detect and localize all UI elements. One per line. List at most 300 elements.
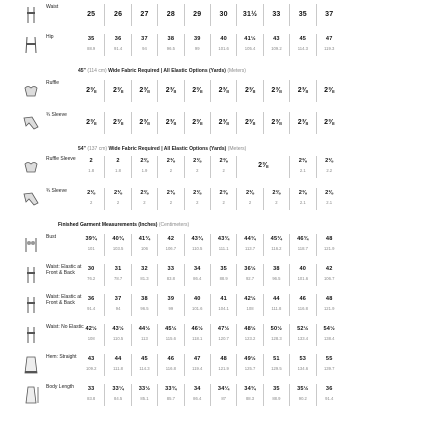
row-label: ¾ Sleeve [46,112,67,118]
metric-value: 2.1 [326,200,333,205]
inch-value: 2⅜ [245,190,255,196]
ruffle-icon [20,80,42,102]
metric-value: 121.9 [218,366,229,371]
metric-value: 2 [169,200,173,205]
metric-value: 92.7 [245,276,255,281]
inch-value: 25 [87,11,96,18]
inch-value: 51 [273,356,280,362]
metric-value: 109.2 [85,366,97,371]
inch-value: 33¾ [165,386,177,392]
metric-value: 106.7 [165,246,177,251]
inch-value: 2⅜ [192,119,203,126]
meters-note: (Meters) [227,68,246,74]
inch-value: 29 [193,11,202,18]
inch-value: 34¼ [217,386,230,392]
inch-value: 31 [114,266,122,272]
metric-value: 91.4 [87,306,96,311]
inch-value: 30 [87,266,95,272]
fabric-requirement-title [78,68,246,74]
metric-value: 86.4 [193,276,202,281]
inch-value: 43 [273,36,280,42]
inch-value: 2⅜ [271,119,282,126]
metric-value: 2 [222,200,225,205]
value-cell [131,294,157,316]
value-cell [263,354,289,376]
value-cell [131,156,157,178]
inch-value: 2⅜ [298,158,307,164]
metric-value: 2 [196,168,199,173]
value-cell [210,324,236,346]
metric-value: 88.3 [245,396,255,401]
inch-value: 46½ [191,326,203,332]
value-cells [78,384,342,406]
value-cell [131,4,157,26]
finished-measurements-title [58,222,189,228]
inch-value: 2⅜ [86,87,97,94]
value-cell [236,112,262,134]
inch-value: 2⅜ [325,190,334,196]
inch-value: 41½ [244,36,256,42]
metric-value: 128.3 [271,336,282,341]
inch-value: 44 [114,356,122,362]
metric-value: 86.4 [193,396,202,401]
waist-icon [20,4,42,26]
value-cell [316,324,342,346]
value-cell [263,188,289,210]
value-cell [157,112,183,134]
metric-value: 116.8 [165,366,176,371]
inch-value: 2⅜ [165,87,176,94]
inch-value: 2⅜ [193,190,202,196]
value-cell [236,234,262,256]
row-waist-no-elastic [20,324,420,346]
inch-value: 39 [167,296,175,302]
metric-value: 2 [143,200,146,205]
value-cell [289,188,315,210]
inch-value: 2⅜ [219,158,228,164]
value-cell [104,188,130,210]
inch-value: 39 [193,36,201,42]
value-cells [78,156,342,178]
inch-value: 41 [220,296,227,302]
value-cell [104,112,130,134]
value-cell [316,4,342,26]
metric-value: 111.8 [113,366,124,371]
metric-value: 83.8 [87,396,96,401]
metric-value: 87 [221,396,226,401]
row-waist-elastic-b [20,294,420,316]
value-cell [263,384,289,406]
metric-value: 2.2 [326,168,333,173]
inch-value: 2⅜ [297,119,308,126]
value-cell [78,234,104,256]
metric-value: 96.5 [272,276,281,281]
inch-value: 28 [166,11,175,18]
value-cell [157,156,183,178]
inch-value: 42 [325,266,333,272]
value-cells [78,294,342,316]
value-cell [263,234,289,256]
inch-value: 2⅜ [244,87,256,94]
value-cell [184,384,210,406]
inch-value: 34 [193,266,201,272]
value-cell [316,264,342,286]
inch-value: 44½ [138,326,151,332]
value-cell [131,112,157,134]
value-cell [104,80,130,102]
value-cell [184,264,210,286]
value-cell [210,4,236,26]
inch-value: 2⅜ [219,190,228,196]
value-cell [316,156,342,178]
metric-value: 116.8 [297,306,308,311]
value-cell [104,156,130,178]
value-cell [184,80,210,102]
inch-value: 46¾ [297,236,309,242]
value-cells [78,234,342,256]
inch-value: 42 [167,236,175,242]
inch-value: 33½ [138,386,151,392]
metric-value: 1.9 [141,168,148,173]
value-cell [131,354,157,376]
value-cell [236,188,262,210]
row-label: Waist: Elastic at Front & Back [46,264,82,276]
inch-value: 44¾ [244,236,256,242]
inch-value: 2 [116,158,120,164]
inch-value: 2⅜ [113,119,124,126]
row-label: Body Length [46,384,75,390]
sleeve-icon [20,112,42,134]
value-cell [210,294,236,316]
value-cell [236,80,262,102]
value-cell [104,234,130,256]
value-cell [316,384,342,406]
metric-value: 88.9 [87,46,96,51]
value-cell [104,324,130,346]
metric-value: 78.7 [114,276,123,281]
metric-value: 111.1 [218,246,229,251]
value-cell [184,294,210,316]
row-label: Waist [46,4,59,10]
inch-value: 48½ [244,326,256,332]
value-cells [78,112,342,134]
centimeters-note: (Centimeters) [157,222,190,228]
inch-value: 2⅜ [166,158,175,164]
metric-value: 2 [169,168,173,173]
inch-value: 40 [299,266,307,272]
inch-value: 2⅜ [113,190,123,196]
value-cell [157,4,183,26]
inch-value: 48 [325,236,333,242]
row-ruffle-54 [20,156,420,178]
metric-value: 94 [115,306,121,311]
value-cell [210,112,236,134]
metric-value: 88.9 [219,276,228,281]
metric-value: 110.5 [113,336,124,341]
fabric-requirement-title [78,146,246,152]
value-cell [210,384,236,406]
fabric-width: 45" [78,68,86,74]
value-cell [210,354,236,376]
value-cell [316,80,342,102]
row-bust [20,234,420,256]
metric-value: 103.5 [112,246,124,251]
inch-value: 48 [325,296,333,302]
fabric-title-text: Wide Fabric Required | All Elastic Options (Yards) [108,146,227,152]
value-cell [78,34,104,56]
inch-value: 2⅜ [87,190,96,196]
fabric-width-cm: (137 cm) [85,146,109,152]
inch-value: 31½ [242,11,258,18]
inch-value: 2⅜ [297,87,308,94]
value-cell [157,234,183,256]
inch-value: 40 [193,296,201,302]
inch-value: 46 [299,296,307,302]
inch-value: 48 [220,356,227,362]
value-cell [263,264,289,286]
inch-value: 35 [220,266,227,272]
metric-value: 2.1 [299,200,306,205]
inch-value: 2⅜ [244,119,256,126]
value-cell [236,34,262,56]
inch-value: 35 [87,36,95,42]
value-cells [78,188,342,210]
inch-value: 38 [273,266,280,272]
inch-value: 36 [87,296,95,302]
inch-value: 2⅜ [272,190,281,196]
inch-value: 33 [272,11,281,18]
metric-value: 2 [222,168,225,173]
value-cell [210,264,236,286]
metric-value: 101.6 [192,306,203,311]
metric-value: 105.4 [244,46,256,51]
value-cell [184,156,210,178]
metric-value: 134.6 [297,366,309,371]
value-cell [78,112,104,134]
inch-value: 35½ [297,386,309,392]
value-cell [289,264,315,286]
inch-value: 2⅜ [166,190,175,196]
value-cell [78,384,104,406]
metric-value: 118.1 [192,336,203,341]
inch-value: 43¾ [191,236,203,242]
value-cell [316,112,342,134]
metric-value: 108 [87,336,95,341]
value-cell [316,294,342,316]
value-cell [289,80,315,102]
row-label: ¾ Sleeve [46,188,67,194]
inch-value: 2⅜ [165,119,176,126]
metric-value: 109.2 [271,46,282,51]
inch-value: 37 [114,296,122,302]
value-cell [236,294,262,316]
row-sleeve-54 [20,188,420,210]
inch-value: 45 [299,36,307,42]
inch-value: 47 [325,36,333,42]
value-cells [78,80,342,102]
value-cell [289,112,315,134]
metric-value: 129.5 [271,366,282,371]
value-cell [236,156,289,178]
value-cell [157,264,183,286]
value-cells [78,264,342,286]
fabric-title-text: Wide Fabric Required | All Elastic Options (Yards) [108,68,226,74]
inch-value: 2⅜ [271,87,282,94]
metric-value: 76.2 [87,276,96,281]
metric-value: 104.1 [218,306,229,311]
inch-value: 54½ [323,326,335,332]
inch-value: 2⅜ [324,87,335,94]
row-label: Bust [46,234,57,240]
value-cell [210,34,236,56]
metric-value: 115.6 [165,336,176,341]
inch-value: 55 [325,356,333,362]
inch-value: 45 [141,356,148,362]
inch-value: 34 [193,386,201,392]
value-cell [78,80,104,102]
metric-value: 125.7 [244,366,256,371]
value-cell [184,234,210,256]
metric-value: 113.7 [244,246,256,251]
inch-value: 53 [299,356,307,362]
hip-icon [20,34,42,56]
inch-value: 43 [87,356,95,362]
value-cell [157,188,183,210]
value-cell [157,80,183,102]
value-cell [104,4,130,26]
inch-value: 2⅜ [140,158,149,164]
value-cell [236,4,262,26]
inch-value: 2⅜ [218,87,229,94]
value-cell [131,384,157,406]
metric-value: 121.9 [323,306,335,311]
inch-value: 2⅜ [258,162,269,169]
value-cell [184,188,210,210]
value-cell [184,34,210,56]
inch-value: 39¾ [85,236,97,242]
value-cell [184,354,210,376]
value-cell [78,264,104,286]
metric-value: 106 [140,246,148,251]
value-cell [78,354,104,376]
sleeve-icon [20,188,42,210]
inch-value: 40 [220,36,227,42]
inch-value: 2 [89,158,93,164]
metric-value: 85.7 [166,396,175,401]
metric-value: 118.7 [297,246,308,251]
value-cell [263,80,289,102]
metric-value: 99 [194,46,200,51]
metric-value: 91.4 [325,396,334,401]
metric-value: 84.5 [114,396,123,401]
metric-value: 111.8 [271,306,282,311]
fabric-width-cm: (114 cm) [85,68,109,74]
metric-value: 120.7 [218,336,229,341]
inch-value: 40¾ [112,236,124,242]
row-label: Ruffle [46,80,59,86]
inch-value: 37 [141,36,148,42]
metric-value: 88.9 [272,396,281,401]
value-cell [289,34,315,56]
inch-value: 35 [298,11,307,18]
inch-value: 35 [273,386,280,392]
inch-value: 2⅜ [192,87,203,94]
inch-value: 44 [273,296,280,302]
value-cell [263,34,289,56]
value-cell [210,156,236,178]
hem-icon [20,354,42,376]
value-cell [236,384,262,406]
metric-value: 101 [87,246,95,251]
value-cell [131,80,157,102]
inch-value: 46 [167,356,175,362]
finished-title-text: Finished Garment Measurements (Inches) [58,222,158,228]
value-cell [78,324,104,346]
metric-value: 85.1 [140,396,149,401]
value-cell [131,324,157,346]
fabric-width: 54" [78,146,86,152]
row-label: Hem: Straight [46,354,77,360]
waist-icon [20,264,42,286]
inch-value: 2⅜ [218,119,229,126]
inch-value: 33 [167,266,175,272]
inch-value: 30 [219,11,228,18]
inch-value: 43¾ [217,236,230,242]
inch-value: 36½ [244,266,256,272]
metric-value: 110.5 [192,246,203,251]
value-cell [184,4,210,26]
value-cell [210,80,236,102]
value-cell [289,4,315,26]
metric-value: 133.4 [297,336,309,341]
metric-value: 81.3 [140,276,149,281]
value-cell [263,112,289,134]
value-cells [78,324,342,346]
row-label: Waist: No Elastic [46,324,84,330]
inch-value: 33¼ [112,386,124,392]
value-cell [263,294,289,316]
value-cell [157,384,183,406]
waist-icon [20,294,42,316]
value-cells [78,34,342,56]
value-cells [78,354,342,376]
value-cell [210,234,236,256]
value-cell [236,264,262,286]
metric-value: 96.5 [166,46,175,51]
row-label: Waist: Elastic at Front & Back [46,294,82,306]
inch-value: 33 [87,386,95,392]
metric-value: 2 [275,200,278,205]
value-cell [184,324,210,346]
inch-value: 2⅜ [324,119,335,126]
metric-value: 1.8 [115,168,121,173]
metric-value: 94 [142,46,147,51]
metric-value: 2 [248,200,252,205]
value-cell [78,188,104,210]
row-label: Ruffle Sleeve [46,156,76,162]
value-cell [236,324,262,346]
inch-value: 47 [193,356,201,362]
inch-value: 42½ [244,296,256,302]
value-cell [104,294,130,316]
inch-value: 2⅜ [325,158,334,164]
value-cell [289,384,315,406]
metric-value: 114.3 [139,366,150,371]
metric-value: 101.6 [218,46,229,51]
value-cell [289,156,315,178]
value-cell [263,4,289,26]
inch-value: 2⅜ [193,158,202,164]
